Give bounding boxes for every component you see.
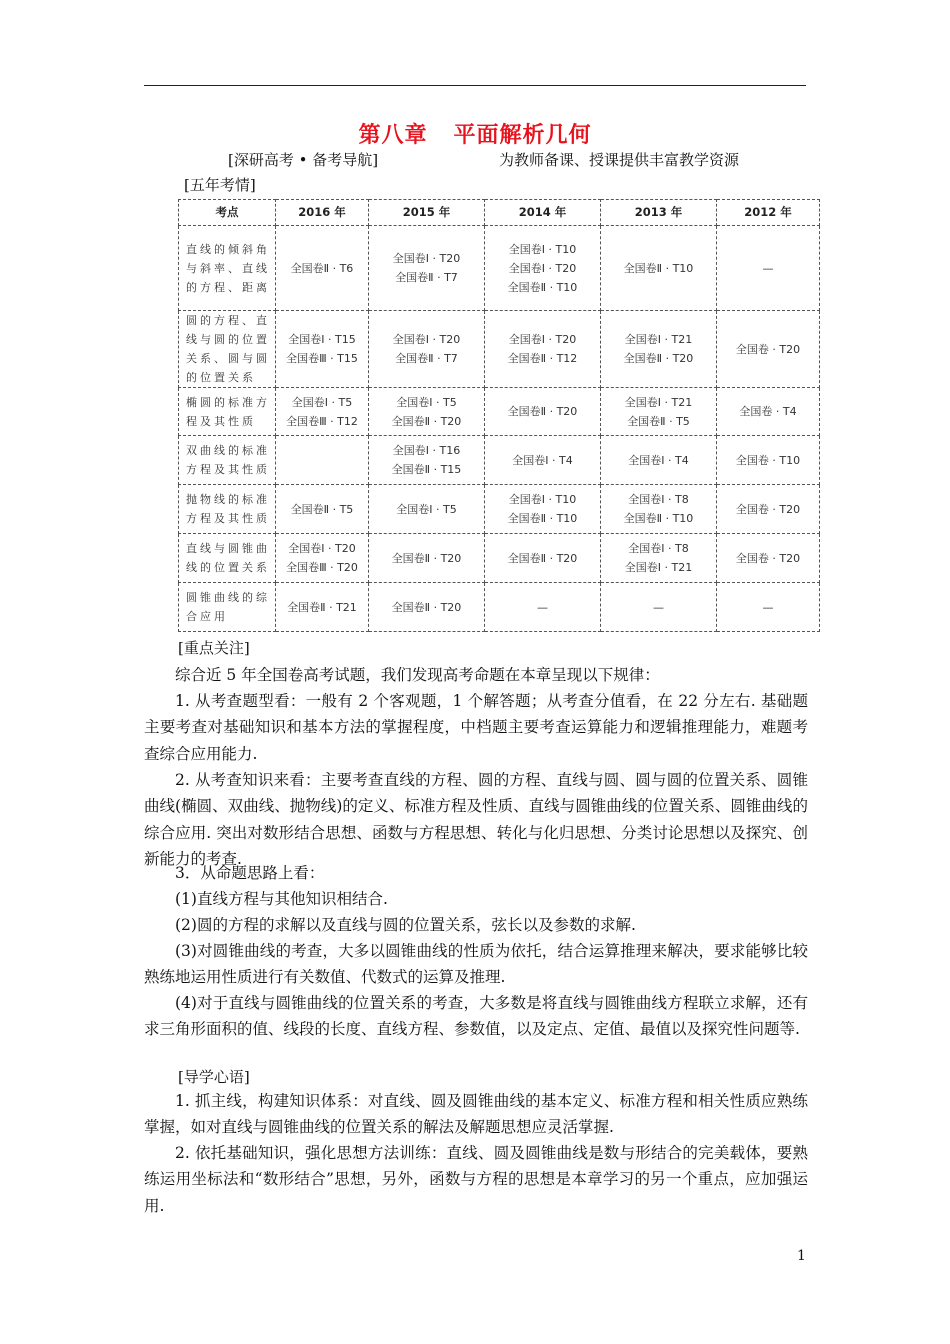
exam-item: 全国卷Ⅱ · T15 [391, 463, 462, 476]
zhongdian-point-2: (2)圆的方程的求解以及直线与圆的位置关系，弦长以及参数的求解. [175, 916, 636, 934]
section-wunian: [五年考情] [184, 176, 256, 194]
exam-item: 全国卷Ⅱ · T20 [391, 551, 462, 565]
exam-cell [485, 485, 601, 534]
header-2012: 2012 年 [717, 200, 820, 226]
exam-item: 全国卷Ⅲ · T15 [286, 352, 358, 365]
exam-item: 全国卷 · T4 [739, 405, 797, 418]
exam-cell [485, 388, 601, 436]
exam-cell [601, 388, 717, 436]
exam-item: 全国卷Ⅰ · T21 [624, 333, 693, 346]
exam-item: 全国卷Ⅱ · T5 [290, 502, 354, 516]
zhongdian-intro: 综合近 5 年全国卷高考试题，我们发现高考命题在本章呈现以下规律： [175, 666, 660, 684]
exam-cell [717, 583, 820, 632]
daoxue-paragraph-2: 2. 依托基础知识，强化思想方法训练：直线、圆及圆锥曲线是数与形结合的完美载体，要熟练运用坐标法和“数形结合”思想，另外，函数与方程的思想是本章学习的另一个重点，应加强运用. [144, 1144, 808, 1215]
exam-item: 全国卷Ⅰ · T20 [392, 333, 461, 346]
exam-item: 全国卷Ⅰ · T5 [396, 395, 457, 409]
table-row [179, 311, 820, 388]
exam-item: 全国卷Ⅱ · T12 [507, 352, 578, 365]
exam-cell [601, 226, 717, 311]
exam-cell [485, 311, 601, 388]
zhongdian-paragraph-2: 2. 从考查知识来看：主要考查直线的方程、圆的方程、直线与圆、圆与圆的位置关系、圆锥曲线(椭圆、双曲线、抛物线)的定义、标准方程及性质、直线与圆锥曲线的位置关系、圆锥曲线的综合应用. 突出对数形结合思想、函数与方程思想、转化与化归思想、分类讨论思想以及探究、创新能力的考查. [144, 771, 808, 868]
zhongdian-point-3: (3)对圆锥曲线的考查，大多以圆锥曲线的性质为依托，结合运算推理来解决，要求能够比较熟练地运用性质进行有关数值、代数式的运算及推理. [144, 942, 808, 987]
exam-item: 全国卷Ⅱ · T7 [395, 271, 458, 284]
zhongdian-paragraph-3: 3．从命题思路上看： [175, 864, 325, 882]
exam-cell [717, 485, 820, 534]
exam-item: — [762, 600, 774, 614]
exam-cell [601, 583, 717, 632]
header-rule [144, 85, 806, 86]
exam-item: 全国卷Ⅰ · T15 [288, 333, 356, 346]
exam-item: 全国卷 · T20 [735, 342, 801, 356]
table-row [179, 388, 820, 436]
exam-item: 全国卷Ⅰ · T5 [291, 395, 353, 409]
topic-cell: 圆锥曲线的综合应用 [179, 583, 276, 632]
exam-item: 全国卷Ⅱ · T10 [507, 512, 578, 525]
nav-label: [深研高考 • 备考导航] [228, 151, 379, 169]
exam-item: 全国卷Ⅰ · T10 [508, 493, 577, 506]
exam-item: 全国卷Ⅱ · T5 [627, 414, 690, 428]
exam-item: 全国卷Ⅰ · T8 [628, 542, 689, 555]
header-2015: 2015 年 [369, 200, 485, 226]
header-2013: 2013 年 [601, 200, 717, 226]
exam-item: 全国卷Ⅲ · T20 [286, 561, 358, 574]
exam-item: 全国卷Ⅱ · T20 [507, 405, 578, 418]
exam-item: 全国卷Ⅱ · T20 [391, 600, 462, 614]
chapter-title [0, 118, 950, 149]
exam-cell [276, 226, 369, 311]
exam-item: 全国卷Ⅰ · T21 [624, 395, 693, 409]
section-daoxue: [导学心语] [178, 1068, 250, 1086]
header-2016: 2016 年 [276, 200, 369, 226]
exam-item: 全国卷Ⅱ · T20 [391, 414, 462, 428]
exam-item: 全国卷Ⅰ · T4 [628, 453, 689, 467]
exam-item: 全国卷Ⅰ · T8 [628, 493, 689, 506]
exam-cell [369, 311, 485, 388]
exam-cell [369, 226, 485, 311]
topic-cell: 直线的倾斜角与斜率、直线的方程、距离 [179, 226, 276, 311]
exam-cell [485, 534, 601, 583]
exam-item: 全国卷Ⅰ · T20 [508, 261, 577, 275]
exam-cell [276, 436, 369, 485]
exam-item: 全国卷 · T20 [735, 502, 801, 516]
exam-cell [717, 436, 820, 485]
exam-item: 全国卷Ⅰ · T10 [508, 242, 577, 256]
topic-cell: 椭圆的标准方程及其性质 [179, 388, 276, 436]
exam-item: 全国卷 · T10 [735, 453, 801, 467]
exam-item: 全国卷Ⅰ · T20 [508, 333, 577, 346]
exam-item: 全国卷Ⅲ · T12 [286, 414, 358, 428]
exam-cell [369, 436, 485, 485]
exam-item: 全国卷 · T20 [735, 551, 801, 565]
exam-cell [276, 583, 369, 632]
exam-cell [717, 534, 820, 583]
chapter-number: 第八章 [358, 123, 428, 148]
exam-cell [276, 388, 369, 436]
exam-item: 全国卷Ⅰ · T20 [392, 252, 461, 265]
exam-item: 全国卷Ⅱ · T21 [287, 600, 357, 614]
exam-cell [276, 485, 369, 534]
exam-cell [369, 583, 485, 632]
table-row [179, 534, 820, 583]
exam-cell [601, 485, 717, 534]
exam-cell [276, 311, 369, 388]
exam-cell [717, 226, 820, 311]
exam-item: 全国卷Ⅰ · T21 [624, 561, 693, 574]
chapter-name: 平面解析几何 [453, 123, 592, 148]
exam-item: 全国卷Ⅰ · T16 [392, 444, 461, 457]
exam-cell [485, 436, 601, 485]
exam-cell [485, 583, 601, 632]
table-row [179, 583, 820, 632]
header-kaodian: 考点 [179, 200, 276, 226]
exam-item: 全国卷Ⅱ · T10 [507, 280, 578, 294]
topic-cell: 圆的方程、直线与圆的位置关系、圆与圆的位置关系 [179, 311, 276, 388]
exam-cell [717, 311, 820, 388]
table-row [179, 226, 820, 311]
table-row [179, 485, 820, 534]
exam-item: 全国卷Ⅰ · T4 [512, 453, 573, 467]
exam-cell [369, 388, 485, 436]
table-header-row [179, 200, 820, 226]
exam-item: 全国卷Ⅱ · T10 [623, 261, 694, 275]
exam-item: — [653, 600, 664, 614]
exam-item: 全国卷Ⅰ · T5 [396, 502, 457, 516]
exam-cell [369, 485, 485, 534]
exam-table [178, 199, 820, 632]
exam-item: — [537, 600, 548, 614]
exam-cell [369, 534, 485, 583]
exam-cell [485, 226, 601, 311]
zhongdian-paragraph-1: 1. 从考查题型看：一般有 2 个客观题，1 个解答题；从考查分值看，在 22 分左右. 基础题主要考查对基础知识和基本方法的掌握程度，中档题主要考查运算能力和逻辑推理能力，难题考查综合应用能力. [144, 692, 808, 763]
zhongdian-point-4: (4)对于直线与圆锥曲线的位置关系的考查，大多数是将直线与圆锥曲线方程联立求解，还有求三角形面积的值、线段的长度、直线方程、参数值，以及定点、定值、最值以及探究性问题等. [144, 994, 808, 1039]
exam-cell [601, 311, 717, 388]
exam-cell [717, 388, 820, 436]
exam-item: 全国卷Ⅰ · T20 [288, 542, 356, 555]
daoxue-paragraph-1: 1. 抓主线，构建知识体系：对直线、圆及圆锥曲线的基本定义、标准方程和相关性质应熟练掌握，如对直线与圆锥曲线的位置关系的解法及解题思想应灵活掌握. [144, 1092, 808, 1137]
header-2014: 2014 年 [485, 200, 601, 226]
exam-item: — [762, 261, 774, 275]
topic-cell: 双曲线的标准方程及其性质 [179, 436, 276, 485]
zhongdian-point-1: (1)直线方程与其他知识相结合. [175, 890, 388, 908]
exam-item: 全国卷Ⅱ · T20 [623, 352, 694, 365]
topic-cell: 抛物线的标准方程及其性质 [179, 485, 276, 534]
section-zhongdian: [重点关注] [178, 639, 250, 657]
nav-note: 为教师备课、授课提供丰富教学资源 [499, 151, 740, 169]
exam-item: 全国卷Ⅱ · T20 [507, 551, 578, 565]
page-number: 1 [797, 1248, 806, 1264]
table-body [179, 226, 820, 632]
exam-cell [601, 534, 717, 583]
table-row [179, 436, 820, 485]
topic-cell: 直线与圆锥曲线的位置关系 [179, 534, 276, 583]
exam-cell [601, 436, 717, 485]
exam-item: 全国卷Ⅱ · T7 [395, 352, 458, 365]
exam-item: 全国卷Ⅱ · T6 [290, 261, 354, 275]
exam-cell [276, 534, 369, 583]
exam-item: 全国卷Ⅱ · T10 [623, 512, 694, 525]
